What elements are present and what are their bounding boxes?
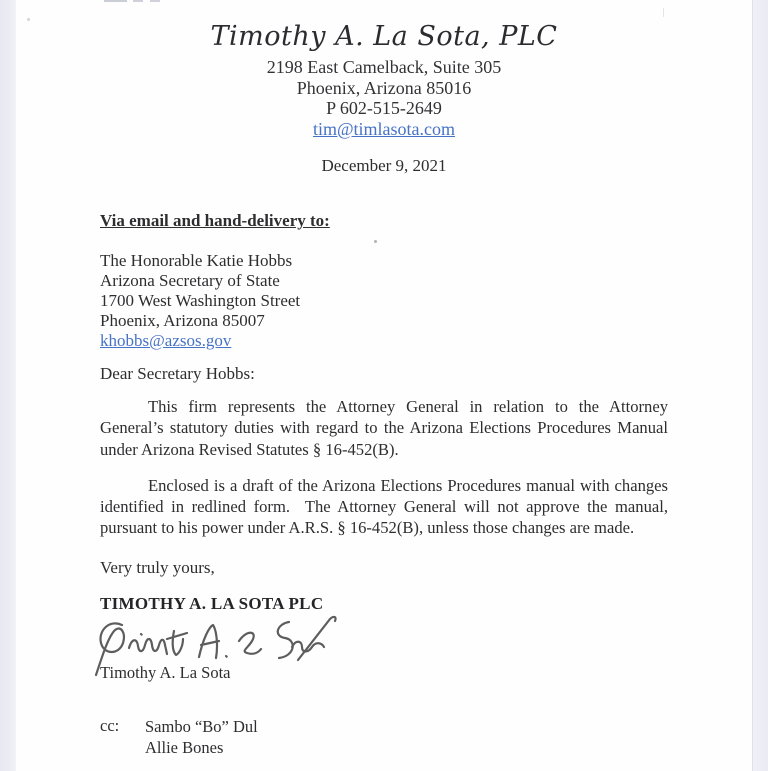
cc-name: Allie Bones <box>145 737 224 757</box>
letterhead-email-row <box>100 119 668 140</box>
viewer-right-margin <box>752 0 768 771</box>
scan-artifact <box>133 0 143 2</box>
recipient-name: The Honorable Katie Hobbs <box>100 251 293 270</box>
cc-names <box>145 716 258 758</box>
cc-name: Sambo “Bo” Dul <box>145 716 258 736</box>
cc-block <box>100 716 668 758</box>
scan-artifact <box>663 8 664 17</box>
handwritten-signature <box>93 615 668 677</box>
valediction: Very truly yours, <box>100 557 215 577</box>
letterhead-phone: P 602-515-2649 <box>326 98 442 118</box>
letterhead-email-link[interactable]: tim@timlasota.com <box>312 118 456 139</box>
recipient-street: 1700 West Washington Street <box>100 291 301 310</box>
recipient-title: Arizona Secretary of State <box>100 271 280 290</box>
scan-artifact <box>374 240 377 243</box>
letter-page <box>15 0 753 771</box>
letterhead-address-line2: Phoenix, Arizona 85016 <box>296 77 472 98</box>
cc-label: cc: <box>100 715 120 735</box>
recipient-block <box>100 251 668 351</box>
scan-artifact <box>150 0 160 2</box>
signatory-name: Timothy A. La Sota <box>100 662 231 682</box>
recipient-email-row <box>100 331 668 351</box>
letterhead-firm-name: Timothy A. La Sota, PLC <box>210 21 558 52</box>
recipient-email-link[interactable]: khobbs@azsos.gov <box>100 331 232 350</box>
salutation: Dear Secretary Hobbs: <box>100 364 255 383</box>
scan-artifact <box>104 0 127 2</box>
letter-date: December 9, 2021 <box>321 156 447 175</box>
delivery-method-line: Via email and hand-delivery to: <box>100 211 330 230</box>
letter-content <box>15 0 753 758</box>
body-paragraph-1: This firm represents the Attorney General in relation to the Attorney General’s statutory duties with regard to the Arizona Elections Procedures Manual under Arizona Revised Statutes § 16-452(B). <box>100 397 673 459</box>
recipient-city: Phoenix, Arizona 85007 <box>100 311 265 330</box>
letterhead-address-line1: 2198 East Camelback, Suite 305 <box>266 57 502 77</box>
closing-firm-name: TIMOTHY A. LA SOTA PLC <box>100 593 324 613</box>
letterhead <box>100 0 668 139</box>
scan-artifact <box>27 18 30 21</box>
body-paragraph-2: Enclosed is a draft of the Arizona Elections Procedures manual with changes identified in redlined form. The Attorney General will not approve the manual, pursuant to his power under A.R.S. § 16-452(B), unless those changes are made. <box>100 475 673 538</box>
viewer-left-margin <box>0 0 16 771</box>
